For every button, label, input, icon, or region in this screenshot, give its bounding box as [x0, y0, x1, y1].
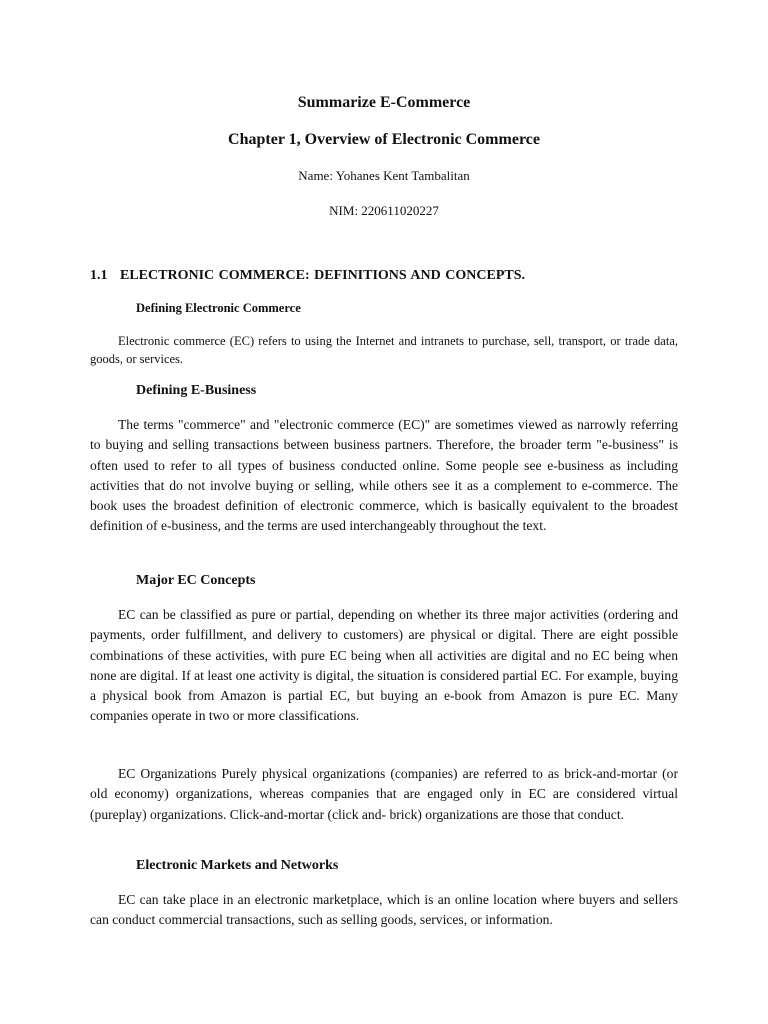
section-title: ELECTRONIC COMMERCE: DEFINITIONS AND CONCEPTS. [120, 268, 525, 283]
subheading-major-concepts: Major EC Concepts [136, 573, 256, 588]
subheading-markets: Electronic Markets and Networks [136, 858, 339, 873]
author-name: Name: Yohanes Kent Tambalitan [298, 168, 470, 183]
paragraph-defining-ebusiness: The terms "commerce" and "electronic commerce (EC)" are sometimes viewed as narrowly referring to buying and selling transactions between business partners. Therefore, the broader term "e-business" is often used to refer to all types of business conducted online. Some people see e-business as including activities that do not involve buying or selling, while others see it as a complement to e-commerce. The book uses the broadest definition of electronic commerce, which is basically equivalent to the broadest definition of e-business, and the terms are used interchangeably throughout the text. [90, 417, 678, 534]
chapter-title: Chapter 1, Overview of Electronic Commerce [228, 131, 540, 148]
paragraph-defining-ec: Electronic commerce (EC) refers to using the Internet and intranets to purchase, sell, transport, or trade data, goods, or services. [90, 334, 678, 366]
section-number: 1.1 [90, 268, 108, 283]
paragraph-markets: EC can take place in an electronic marketplace, which is an online location where buyers and sellers can conduct commercial transactions, such as selling goods, services, or information. [90, 892, 678, 928]
paragraph-major-concepts-1: EC can be classified as pure or partial, depending on whether its three major activities (ordering and payments, order fulfillment, and delivery to customers) are physical or digital. There are eight possible combinations of these activities, with pure EC being when all activities are digital and no EC being when none are digital. If at least one activity is digital, the situation is considered partial EC. For example, buying a physical book from Amazon is partial EC, but buying an e-book from Amazon is pure EC. Many companies operate in two or more classifications. [90, 607, 678, 724]
paragraph-major-concepts-2: EC Organizations Purely physical organizations (companies) are referred to as brick-and-mortar (or old economy) organizations, whereas companies that are engaged only in EC are considered virtual (pureplay) organizations. Click-and-mortar (click and- brick) organizations are those that conduct. [90, 766, 678, 822]
section-heading [90, 268, 525, 284]
subheading-defining-ebusiness: Defining E-Business [136, 383, 257, 398]
document-title: Summarize E-Commerce [297, 94, 471, 111]
subheading-defining-ec: Defining Electronic Commerce [136, 301, 301, 315]
student-id: NIM: 220611020227 [329, 203, 439, 218]
